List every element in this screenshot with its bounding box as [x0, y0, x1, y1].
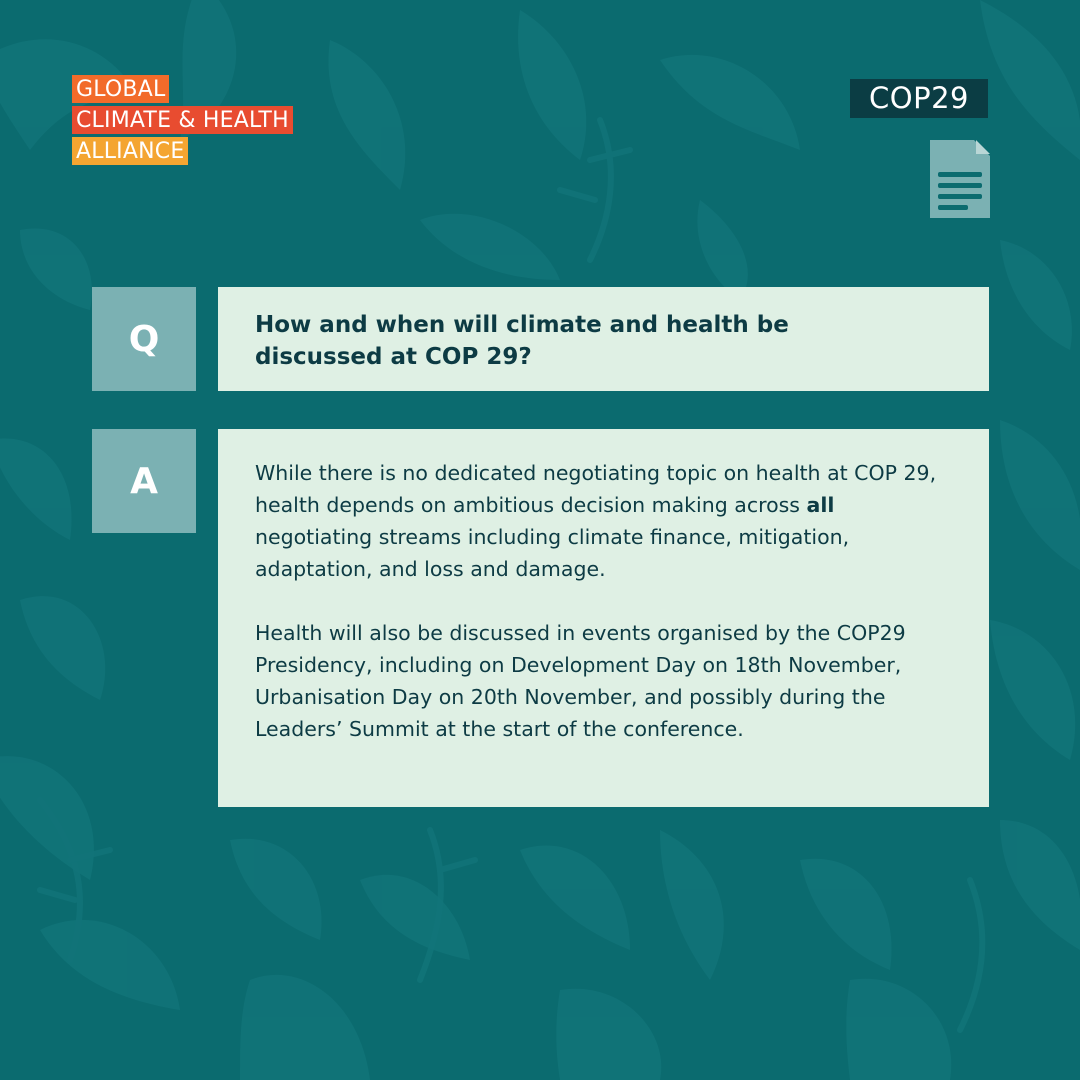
answer-paragraph-2: Health will also be discussed in events organised by the COP29 Presidency, including on Development Day on 18th November, Urbanisation Day on 20th November, and possibly during the Leaders’ Summit at the start of the conference. — [255, 621, 906, 741]
cop29-badge: COP29 — [850, 79, 988, 118]
answer-paragraph-1-end: negotiating streams including climate finance, mitigation, adaptation, and loss and damage. — [255, 525, 850, 581]
answer-emphasis-all: all — [806, 493, 835, 517]
answer-paragraph-1-start: While there is no dedicated negotiating topic on health at COP 29, health depends on ambitious decision making across — [255, 461, 937, 517]
document-icon — [930, 140, 990, 218]
question-tag: Q — [92, 287, 196, 391]
gcha-logo — [72, 75, 293, 168]
question-text: How and when will climate and health be discussed at COP 29? — [255, 312, 789, 370]
logo-line-global: GLOBAL — [72, 75, 169, 103]
answer-card — [218, 429, 989, 807]
logo-line-climate-health: CLIMATE & HEALTH — [72, 106, 293, 134]
answer-tag: A — [92, 429, 196, 533]
answer-paragraph-1 — [255, 457, 952, 585]
logo-line-alliance: ALLIANCE — [72, 137, 188, 165]
question-card — [218, 287, 989, 391]
